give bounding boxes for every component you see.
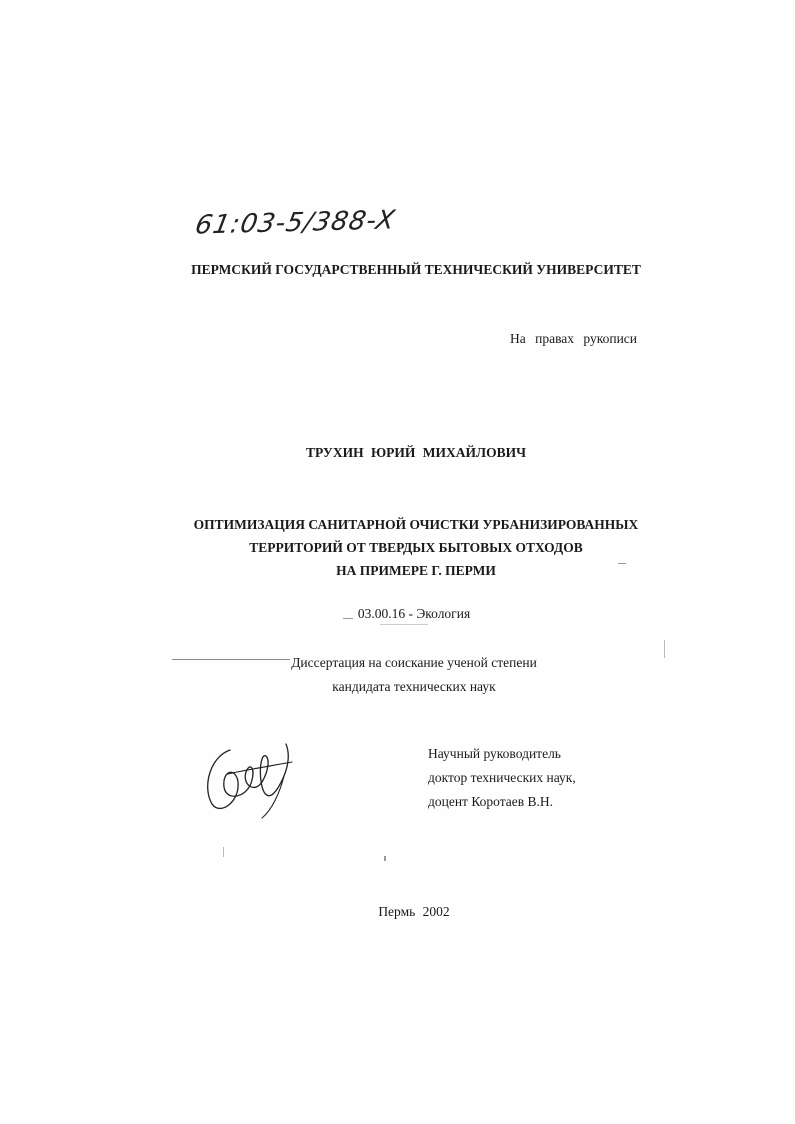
scientific-supervisor [428, 742, 576, 814]
supervisor-line-1: Научный руководитель [428, 746, 561, 761]
scan-speck [343, 618, 353, 619]
specialty: 03.00.16 - Экология [357, 606, 471, 621]
degree-statement [0, 651, 795, 699]
city-and-year: Пермь 2002 [378, 904, 450, 919]
scan-speck [223, 847, 224, 857]
title-line-1: ОПТИМИЗАЦИЯ САНИТАРНОЙ ОЧИСТКИ УРБАНИЗИРОВАННЫХ [193, 517, 639, 532]
scan-speck [384, 856, 386, 861]
scan-speck [380, 624, 428, 625]
handwritten-signature [200, 732, 300, 822]
archive-code: 61:03-5/388-X [192, 205, 398, 241]
dissertation-title [0, 513, 795, 582]
title-line-2: ТЕРРИТОРИЙ ОТ ТВЕРДЫХ БЫТОВЫХ ОТХОДОВ [249, 540, 583, 555]
scan-speck [618, 563, 626, 564]
author-name: ТРУХИН ЮРИЙ МИХАЙЛОВИЧ [306, 445, 526, 460]
degree-line-2: кандидата технических наук [332, 679, 496, 694]
university-name: ПЕРМСКИЙ ГОСУДАРСТВЕННЫЙ ТЕХНИЧЕСКИЙ УНИВЕРСИТЕТ [191, 262, 641, 277]
supervisor-line-2: доктор технических наук, [428, 770, 576, 785]
degree-line-1: Диссертация на соискание ученой степени [291, 655, 537, 670]
manuscript-note: На правах рукописи [510, 331, 638, 346]
scan-speck [664, 640, 665, 658]
title-line-3: НА ПРИМЕРЕ Г. ПЕРМИ [336, 563, 496, 578]
supervisor-line-3: доцент Коротаев В.Н. [428, 794, 554, 809]
